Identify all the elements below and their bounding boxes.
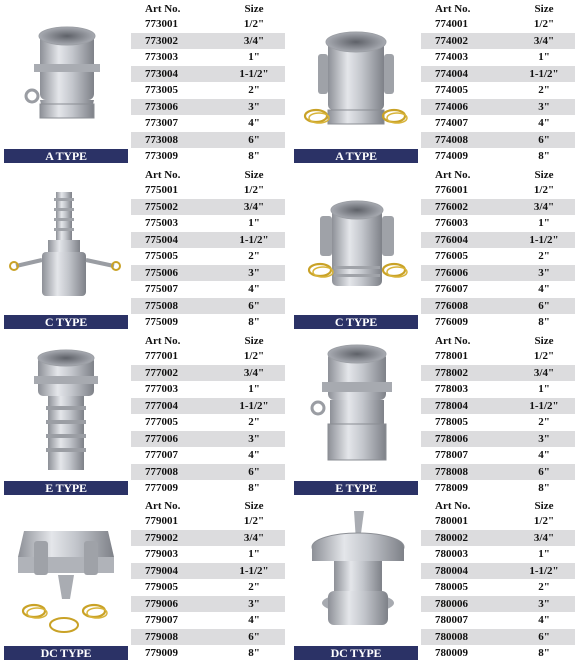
size-cell: 3" [223, 265, 285, 282]
size-header: Size [534, 499, 554, 512]
size-cell: 3/4" [513, 199, 575, 216]
table-row [131, 16, 285, 33]
table-row [421, 645, 575, 662]
size-cell: 2" [223, 579, 285, 596]
art-no-cell: 777001 [131, 348, 223, 365]
product-block [0, 332, 290, 497]
table-row [131, 645, 285, 662]
art-no-cell: 777009 [131, 480, 223, 497]
art-no-cell: 774004 [421, 66, 513, 83]
art-no-cell: 779008 [131, 629, 223, 646]
art-no-cell: 776007 [421, 281, 513, 298]
type-label: E TYPE [4, 481, 128, 495]
table-row [131, 232, 285, 249]
size-cell: 3" [223, 99, 285, 116]
table-row [421, 199, 575, 216]
art-no-cell: 779003 [131, 546, 223, 563]
table-row [421, 414, 575, 431]
size-cell: 3" [513, 596, 575, 613]
product-block [0, 0, 290, 165]
table-row [131, 365, 285, 382]
art-no-cell: 780003 [421, 546, 513, 563]
table-row [131, 281, 285, 298]
art-no-cell: 779009 [131, 645, 223, 662]
size-cell: 1/2" [223, 16, 285, 33]
art-no-header: Art No. [145, 499, 181, 512]
table-row [131, 612, 285, 629]
table-row [421, 49, 575, 66]
table-row [421, 182, 575, 199]
size-cell: 6" [223, 298, 285, 315]
table-row [421, 298, 575, 315]
table-header-row [131, 333, 285, 348]
size-cell: 4" [223, 281, 285, 298]
table-row [421, 82, 575, 99]
table-row [421, 148, 575, 165]
size-cell: 1-1/2" [513, 232, 575, 249]
art-no-cell: 775003 [131, 215, 223, 232]
size-cell: 2" [513, 414, 575, 431]
size-cell: 1/2" [223, 182, 285, 199]
art-no-cell: 777004 [131, 398, 223, 415]
size-cell: 1-1/2" [513, 66, 575, 83]
table-row [421, 314, 575, 331]
art-no-header: Art No. [435, 168, 471, 181]
table-row [131, 464, 285, 481]
table-row [131, 82, 285, 99]
art-no-cell: 779007 [131, 612, 223, 629]
table-row [421, 132, 575, 149]
size-cell: 3/4" [513, 530, 575, 547]
size-cell: 1" [223, 49, 285, 66]
size-header: Size [534, 168, 554, 181]
art-no-header: Art No. [145, 334, 181, 347]
size-cell: 8" [513, 480, 575, 497]
size-cell: 1-1/2" [223, 563, 285, 580]
type-label: C TYPE [294, 315, 418, 329]
size-cell: 3" [223, 431, 285, 448]
art-no-cell: 775001 [131, 182, 223, 199]
size-cell: 1" [513, 546, 575, 563]
table-row [131, 381, 285, 398]
spec-table [421, 333, 575, 497]
table-row [421, 530, 575, 547]
art-no-cell: 775009 [131, 314, 223, 331]
size-cell: 3/4" [223, 199, 285, 216]
art-no-cell: 776009 [421, 314, 513, 331]
size-cell: 1" [513, 215, 575, 232]
table-row [131, 563, 285, 580]
table-row [421, 66, 575, 83]
size-cell: 3" [223, 596, 285, 613]
product-block [290, 497, 580, 662]
art-no-header: Art No. [145, 168, 181, 181]
table-row [421, 480, 575, 497]
dust-cap-arms-icon [4, 501, 128, 645]
art-no-cell: 778007 [421, 447, 513, 464]
art-no-cell: 773008 [131, 132, 223, 149]
spec-table [131, 333, 285, 497]
camlock-type-a-icon [4, 4, 128, 148]
art-no-cell: 775002 [131, 199, 223, 216]
camlock-type-c-arms-icon [294, 170, 418, 314]
table-row [131, 348, 285, 365]
table-row [421, 398, 575, 415]
table-row [421, 612, 575, 629]
size-cell: 2" [513, 248, 575, 265]
art-no-cell: 775008 [131, 298, 223, 315]
table-row [421, 281, 575, 298]
size-header: Size [244, 168, 264, 181]
size-cell: 2" [223, 82, 285, 99]
size-cell: 8" [513, 645, 575, 662]
size-cell: 1-1/2" [513, 563, 575, 580]
size-cell: 8" [223, 645, 285, 662]
table-row [421, 33, 575, 50]
table-row [131, 431, 285, 448]
table-row [131, 414, 285, 431]
spec-table [131, 167, 285, 331]
art-no-cell: 774005 [421, 82, 513, 99]
table-row [131, 215, 285, 232]
camlock-type-e-thread-icon [294, 336, 418, 480]
table-header-row [131, 1, 285, 16]
art-no-cell: 780008 [421, 629, 513, 646]
art-no-cell: 774006 [421, 99, 513, 116]
size-cell: 2" [513, 579, 575, 596]
art-no-cell: 780002 [421, 530, 513, 547]
art-no-cell: 775007 [131, 281, 223, 298]
size-cell: 1/2" [513, 513, 575, 530]
size-cell: 3/4" [223, 365, 285, 382]
size-cell: 1-1/2" [223, 398, 285, 415]
table-row [421, 215, 575, 232]
camlock-type-e-hose-icon [4, 336, 128, 480]
spec-table [421, 1, 575, 165]
art-no-cell: 779004 [131, 563, 223, 580]
table-row [131, 398, 285, 415]
table-row [421, 447, 575, 464]
table-row [131, 265, 285, 282]
table-header-row [421, 1, 575, 16]
product-block [290, 332, 580, 497]
type-label: A TYPE [294, 149, 418, 163]
table-row [131, 99, 285, 116]
art-no-cell: 775004 [131, 232, 223, 249]
art-no-cell: 777006 [131, 431, 223, 448]
table-header-row [421, 333, 575, 348]
table-row [131, 148, 285, 165]
table-row [421, 16, 575, 33]
art-no-cell: 780006 [421, 596, 513, 613]
art-no-cell: 779005 [131, 579, 223, 596]
size-cell: 6" [513, 132, 575, 149]
art-no-cell: 779002 [131, 530, 223, 547]
table-row [421, 431, 575, 448]
art-no-cell: 775005 [131, 248, 223, 265]
table-row [131, 530, 285, 547]
size-cell: 3/4" [513, 33, 575, 50]
size-cell: 3/4" [223, 33, 285, 50]
product-block [290, 0, 580, 165]
art-no-cell: 773005 [131, 82, 223, 99]
art-no-cell: 774008 [421, 132, 513, 149]
spec-table [421, 167, 575, 331]
size-header: Size [534, 334, 554, 347]
size-header: Size [244, 2, 264, 15]
size-cell: 1/2" [513, 182, 575, 199]
art-no-cell: 778006 [421, 431, 513, 448]
art-no-cell: 774009 [421, 148, 513, 165]
table-row [131, 314, 285, 331]
camlock-type-a-arms-icon [294, 4, 418, 148]
table-row [131, 596, 285, 613]
art-no-cell: 778009 [421, 480, 513, 497]
art-no-cell: 778002 [421, 365, 513, 382]
type-label: A TYPE [4, 149, 128, 163]
table-row [131, 132, 285, 149]
size-cell: 3" [513, 265, 575, 282]
size-cell: 1" [513, 49, 575, 66]
table-row [131, 629, 285, 646]
size-header: Size [534, 2, 554, 15]
table-row [131, 115, 285, 132]
table-row [131, 49, 285, 66]
art-no-cell: 773001 [131, 16, 223, 33]
size-cell: 8" [223, 314, 285, 331]
size-cell: 1/2" [223, 513, 285, 530]
table-row [131, 480, 285, 497]
table-row [421, 546, 575, 563]
product-block [0, 497, 290, 662]
art-no-cell: 776002 [421, 199, 513, 216]
size-cell: 4" [223, 115, 285, 132]
size-cell: 8" [513, 148, 575, 165]
art-no-cell: 780007 [421, 612, 513, 629]
table-row [131, 248, 285, 265]
table-row [421, 629, 575, 646]
table-row [421, 464, 575, 481]
size-cell: 6" [513, 629, 575, 646]
art-no-cell: 773007 [131, 115, 223, 132]
size-cell: 4" [513, 115, 575, 132]
size-cell: 6" [223, 629, 285, 646]
art-no-cell: 774001 [421, 16, 513, 33]
size-cell: 3" [513, 431, 575, 448]
type-label: C TYPE [4, 315, 128, 329]
size-cell: 1-1/2" [513, 398, 575, 415]
table-header-row [421, 498, 575, 513]
size-cell: 1-1/2" [223, 232, 285, 249]
art-no-cell: 773003 [131, 49, 223, 66]
art-no-cell: 777003 [131, 381, 223, 398]
table-row [131, 513, 285, 530]
art-no-cell: 777008 [131, 464, 223, 481]
table-row [421, 365, 575, 382]
size-header: Size [244, 499, 264, 512]
size-cell: 4" [223, 612, 285, 629]
table-header-row [421, 167, 575, 182]
art-no-header: Art No. [435, 499, 471, 512]
size-cell: 4" [513, 612, 575, 629]
art-no-cell: 776005 [421, 248, 513, 265]
art-no-cell: 773002 [131, 33, 223, 50]
size-cell: 4" [513, 447, 575, 464]
art-no-cell: 780004 [421, 563, 513, 580]
art-no-header: Art No. [435, 334, 471, 347]
art-no-header: Art No. [145, 2, 181, 15]
size-cell: 8" [223, 480, 285, 497]
size-cell: 1" [223, 381, 285, 398]
art-no-cell: 776001 [421, 182, 513, 199]
size-cell: 6" [513, 298, 575, 315]
table-row [131, 447, 285, 464]
spec-table [131, 1, 285, 165]
size-cell: 1-1/2" [223, 66, 285, 83]
product-block [0, 166, 290, 331]
table-row [421, 99, 575, 116]
table-row [421, 513, 575, 530]
size-cell: 2" [223, 248, 285, 265]
size-cell: 1/2" [223, 348, 285, 365]
size-cell: 8" [513, 314, 575, 331]
table-header-row [131, 167, 285, 182]
table-row [421, 579, 575, 596]
art-no-cell: 776004 [421, 232, 513, 249]
table-row [131, 182, 285, 199]
art-no-header: Art No. [435, 2, 471, 15]
size-cell: 6" [223, 132, 285, 149]
art-no-cell: 778005 [421, 414, 513, 431]
art-no-cell: 776008 [421, 298, 513, 315]
size-cell: 3" [513, 99, 575, 116]
art-no-cell: 773006 [131, 99, 223, 116]
size-cell: 3/4" [223, 530, 285, 547]
art-no-cell: 778008 [421, 464, 513, 481]
size-header: Size [244, 334, 264, 347]
size-cell: 4" [513, 281, 575, 298]
size-cell: 2" [223, 414, 285, 431]
size-cell: 6" [223, 464, 285, 481]
art-no-cell: 776006 [421, 265, 513, 282]
art-no-cell: 776003 [421, 215, 513, 232]
art-no-cell: 778001 [421, 348, 513, 365]
table-row [131, 33, 285, 50]
type-label: DC TYPE [294, 646, 418, 660]
size-cell: 6" [513, 464, 575, 481]
art-no-cell: 780001 [421, 513, 513, 530]
art-no-cell: 774007 [421, 115, 513, 132]
table-row [421, 596, 575, 613]
art-no-cell: 778004 [421, 398, 513, 415]
size-cell: 2" [513, 82, 575, 99]
spec-table [131, 498, 285, 662]
dust-plug-icon [294, 501, 418, 645]
art-no-cell: 774002 [421, 33, 513, 50]
table-row [131, 66, 285, 83]
size-cell: 1/2" [513, 16, 575, 33]
camlock-type-c-hose-icon [4, 170, 128, 314]
size-cell: 3/4" [513, 365, 575, 382]
art-no-cell: 779006 [131, 596, 223, 613]
table-row [131, 298, 285, 315]
art-no-cell: 773004 [131, 66, 223, 83]
art-no-cell: 775006 [131, 265, 223, 282]
table-row [131, 546, 285, 563]
size-cell: 1/2" [513, 348, 575, 365]
table-row [421, 248, 575, 265]
art-no-cell: 774003 [421, 49, 513, 66]
size-cell: 4" [223, 447, 285, 464]
art-no-cell: 777005 [131, 414, 223, 431]
art-no-cell: 773009 [131, 148, 223, 165]
table-row [421, 232, 575, 249]
type-label: DC TYPE [4, 646, 128, 660]
art-no-cell: 777007 [131, 447, 223, 464]
size-cell: 8" [223, 148, 285, 165]
table-row [421, 348, 575, 365]
art-no-cell: 779001 [131, 513, 223, 530]
art-no-cell: 777002 [131, 365, 223, 382]
table-header-row [131, 498, 285, 513]
size-cell: 1" [223, 215, 285, 232]
table-row [131, 579, 285, 596]
table-row [131, 199, 285, 216]
spec-table [421, 498, 575, 662]
art-no-cell: 780005 [421, 579, 513, 596]
art-no-cell: 778003 [421, 381, 513, 398]
table-row [421, 381, 575, 398]
table-row [421, 265, 575, 282]
size-cell: 1" [513, 381, 575, 398]
product-block [290, 166, 580, 331]
table-row [421, 115, 575, 132]
type-label: E TYPE [294, 481, 418, 495]
art-no-cell: 780009 [421, 645, 513, 662]
size-cell: 1" [223, 546, 285, 563]
table-row [421, 563, 575, 580]
